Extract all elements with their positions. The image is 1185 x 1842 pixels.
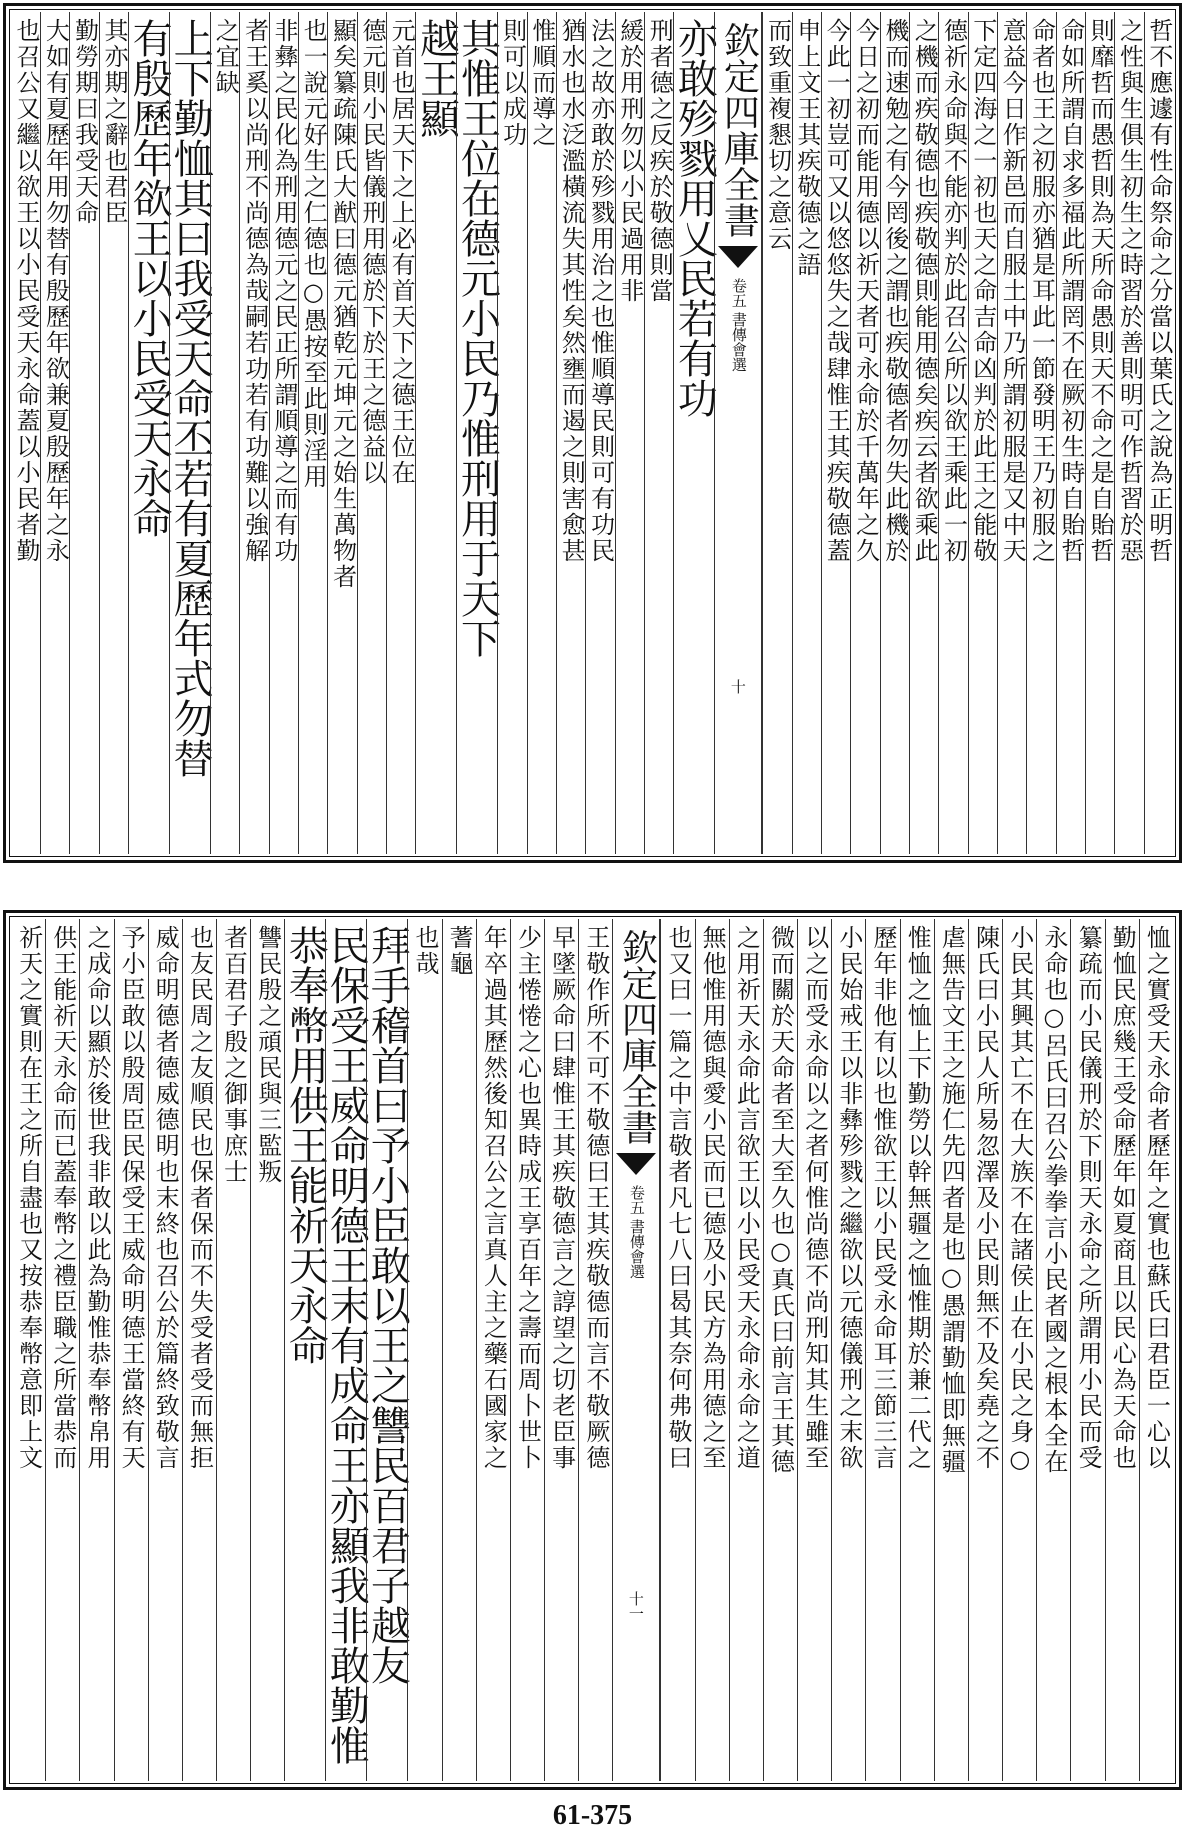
lower-page-commentary-column [900, 919, 934, 1781]
upper-page-commentary-column [968, 12, 997, 854]
upper-page-commentary-column [909, 12, 938, 854]
lower-page-commentary-column [763, 919, 797, 1781]
folio-number: 十一 [626, 1591, 645, 1621]
column-text: 供王能祈天永命而已蓋奉幣之禮臣職之所當恭而 [48, 925, 77, 1471]
column-text: 之用祈天永命此言欲王以小民受天永命永命之道 [732, 925, 761, 1471]
column-text: 也召公又繼以欲王以小民受天永命蓋以小民者勤 [11, 18, 40, 564]
juan-number: 卷五 [627, 1185, 646, 1215]
juan-number: 卷五 [729, 278, 748, 308]
upper-page-commentary-column [1085, 12, 1114, 854]
column-text: 蓍龜 [445, 925, 474, 977]
volume-title: 書傳會選 [627, 1219, 646, 1279]
column-text: 惟順而導之 [527, 18, 556, 148]
column-text: 也又曰一篇之中言敬者凡七八曰曷其奈何弗敬曰 [664, 925, 692, 1471]
lower-page-commentary-column [729, 919, 763, 1781]
fishtail-mark-icon [718, 246, 758, 268]
upper-page-commentary-column [1114, 12, 1143, 854]
upper-page-commentary-column [298, 12, 327, 854]
volume-title: 書傳會選 [729, 312, 748, 372]
lower-page-commentary-column [79, 919, 113, 1781]
column-text: 也友民周之友順民也保者保而不失受者受而無拒 [185, 925, 214, 1471]
column-text: 無他惟用德與愛小民而已德及小民方為用德之至 [698, 925, 727, 1471]
column-text: 微而關於天命者至大至久也○真氏曰前言王其德 [766, 925, 795, 1475]
column-text: 小民始戒王以非彝殄戮之繼欲以元德儀刑之末欲 [834, 925, 863, 1471]
column-text: 之成命以顯於後世我非敢以此為勤惟恭奉幣帛用 [82, 925, 111, 1471]
lower-page-commentary-column [250, 919, 284, 1781]
upper-page-commentary-column [527, 12, 556, 854]
column-text: 年卒過其歷然後知召公之言真人主之藥石國家之 [479, 925, 508, 1471]
lower-page-center-fold [612, 919, 660, 1781]
lower-page-commentary-column [1036, 919, 1070, 1781]
lower-page-commentary-column [831, 919, 865, 1781]
book-title: 欽定四庫全書 [718, 22, 760, 238]
upper-page-commentary-column [1026, 12, 1055, 854]
lower-page-main-text-column [323, 919, 370, 1781]
lower-page-commentary-column [1002, 919, 1036, 1781]
column-text: 少主惓惓之心也異時成王享百年之壽而周卜世卜 [513, 925, 542, 1471]
column-text: 勤恤民庶幾王受命歷年如夏商且以民心為天命也 [1108, 925, 1137, 1471]
lower-page-frame [3, 910, 1182, 1790]
page-number: 61-375 [552, 1800, 633, 1831]
upper-page-commentary-column [497, 12, 526, 854]
column-text: 其惟王位在德元小民乃惟刑用于天下 [454, 18, 501, 658]
upper-page-columns [12, 12, 1173, 854]
upper-page-commentary-column [997, 12, 1026, 854]
column-text: 讐民殷之頑民與三監叛 [253, 925, 282, 1185]
column-text: 亦敢殄戮用乂民若有功 [671, 18, 718, 418]
lower-page-commentary-column [114, 919, 148, 1781]
column-text: 勤勞期曰我受天命 [70, 18, 99, 226]
column-text: 恭奉幣用供王能祈天永命 [282, 925, 329, 1365]
column-text: 威命明德者德威德明也末終也召公於篇終致敬言 [151, 925, 180, 1471]
column-text: 王敬作所不可不敬德曰王其疾敬德而言不敬厥德 [581, 925, 610, 1471]
upper-page-main-text-column [671, 12, 718, 854]
upper-page-commentary-column [644, 12, 673, 854]
upper-page-commentary-column [762, 12, 791, 854]
lower-page-commentary-column [148, 919, 182, 1781]
column-text: 拜手稽首曰予小臣敢以王之讐民百君子越友 [364, 925, 411, 1685]
column-text: 也哉 [410, 925, 439, 977]
column-text: 德元則小民皆儀刑用德於下於王之德益以 [357, 18, 386, 486]
lower-page-commentary-column [578, 919, 612, 1781]
lower-page-commentary-column [695, 919, 729, 1781]
lower-page-commentary-column [660, 919, 694, 1781]
column-text: 陳氏曰小民人所易忽澤及小民則無不及矣堯之不 [971, 925, 1000, 1471]
column-text: 小民其興其亡不在大族不在諸侯止在小民之身○ [1005, 925, 1034, 1475]
lower-page-commentary-column [182, 919, 216, 1781]
column-text: 機而速勉之有今罔後之謂也疾敬德者勿失此機於 [880, 18, 909, 564]
column-text: 者百君子殷之御事庶士 [219, 925, 248, 1185]
column-text: 今日之初而能用德以祈天者可永命於千萬年之久 [851, 18, 880, 564]
column-text: 非彝之民化為刑用德元之民正所謂順導之而有功 [269, 18, 298, 564]
column-text: 而致重複懇切之意云 [763, 18, 792, 252]
column-text: 大如有夏歷年用勿替有殷歷年欲兼夏殷歷年之永 [41, 18, 70, 564]
lower-page-commentary-column [934, 919, 968, 1781]
upper-page-commentary-column [850, 12, 879, 854]
column-text: 緩於用刑勿以小民過用非 [615, 18, 644, 304]
upper-page-commentary-column [1056, 12, 1085, 854]
upper-page-main-text-column [126, 12, 173, 854]
column-text: 法之故亦敢於殄戮用治之也惟順導民則可有功民 [586, 18, 615, 564]
lower-page-commentary-column [476, 919, 510, 1781]
column-text: 歷年非他有以也惟欲王以小民受永命耳三節三言 [869, 925, 898, 1471]
column-text: 以之而受永命以之者何惟尚德不尚刑知其生雖至 [800, 925, 829, 1471]
upper-page-commentary-column [269, 12, 298, 854]
upper-page-commentary-column [821, 12, 850, 854]
column-text: 恤之實受天永命者歷年之實也蘇氏曰君臣一心以 [1142, 925, 1171, 1471]
lower-page-commentary-column [968, 919, 1002, 1781]
column-text: 有殷歷年欲王以小民受天永命 [126, 18, 173, 538]
column-text: 纂疏而小民儀刑於下則天永命之所謂用小民而受 [1074, 925, 1103, 1471]
upper-page-commentary-column [357, 12, 386, 854]
column-text: 命者也王之初服亦猶是耳此一節發明王乃初服之 [1027, 18, 1056, 564]
column-text: 也一說元好生之仁德也○愚按至此則淫用 [299, 18, 328, 490]
upper-page-commentary-column [386, 12, 415, 854]
column-text: 命如所謂自求多福此所謂罔不在厥初生時自貽哲 [1056, 18, 1085, 564]
column-text: 越王顯 [413, 18, 460, 138]
lower-page-commentary-column [544, 919, 578, 1781]
upper-page-commentary-column [69, 12, 98, 854]
fishtail-mark-icon [616, 1153, 656, 1175]
column-text: 予小臣敢以殷周臣民保受王威命明德王當終有天 [117, 925, 146, 1471]
lower-page-commentary-column [216, 919, 250, 1781]
column-text: 則靡哲而愚哲則為天所命愚則天不命之是自貽哲 [1086, 18, 1115, 564]
lower-page-commentary-column [865, 919, 899, 1781]
upper-page-commentary-column [880, 12, 909, 854]
upper-page-commentary-column [938, 12, 967, 854]
column-text: 民保受王威命明德王末有成命王亦顯我非敢勤惟 [323, 925, 370, 1765]
lower-page-commentary-column [407, 919, 441, 1781]
column-text: 虐無告文王之施仁先四者是也○愚謂勤恤即無疆 [937, 925, 966, 1475]
lower-page-commentary-column [12, 919, 45, 1781]
lower-page-commentary-column [1105, 919, 1139, 1781]
lower-page-commentary-column [45, 919, 79, 1781]
upper-page-commentary-column [210, 12, 239, 854]
column-text: 元首也居天下之上必有首天下之德王位在 [387, 18, 416, 486]
column-text: 上下勤恤其曰我受天命丕若有夏歷年式勿替 [167, 18, 214, 778]
lower-page-commentary-column [797, 919, 831, 1781]
column-text: 哲不應遽有性命祭命之分當以葉氏之說為正明哲 [1144, 18, 1173, 564]
column-text: 之性與生俱生初生之時習於善則明可作哲習於惡 [1115, 18, 1144, 564]
column-text: 之宜缺 [211, 18, 240, 96]
upper-page-commentary-column [1144, 12, 1173, 854]
column-text: 刑者德之反疾於敬德則當 [645, 18, 674, 304]
column-text: 申上文王其疾敬德之語 [792, 18, 821, 278]
lower-page-commentary-column [1070, 919, 1104, 1781]
column-text: 顯矣纂疏陳氏大猷曰德元猶乾元坤元之始生萬物者 [328, 18, 357, 590]
upper-page-commentary-column [327, 12, 356, 854]
upper-page-frame [3, 3, 1182, 863]
column-text: 今此一初豈可又以悠悠失之哉肆惟王其疾敬德蓋 [822, 18, 851, 564]
upper-page-main-text-column [167, 12, 214, 854]
lower-page-columns [12, 919, 1173, 1781]
column-text: 之機而疾敬德也疾敬德則能用德矣疾云者欲乘此 [910, 18, 939, 564]
column-text: 則可以成功 [498, 18, 527, 148]
upper-page [0, 0, 1185, 880]
upper-page-commentary-column [239, 12, 268, 854]
upper-page-commentary-column [99, 12, 128, 854]
lower-page [0, 910, 1185, 1790]
column-text: 祈天之實則在王之所自盡也又按恭奉幣意即上文 [14, 925, 43, 1471]
upper-page-commentary-column [615, 12, 644, 854]
upper-page-commentary-column [792, 12, 821, 854]
column-text: 早墜厥命曰肆惟王其疾敬德言之諄望之切老臣事 [547, 925, 576, 1471]
column-text: 永命也○呂氏曰召公拳拳言小民者國之根本全在 [1039, 925, 1068, 1475]
upper-page-main-text-column [413, 12, 460, 854]
column-text: 猶水也水泛濫橫流失其性矣然壅而遏之則害愈甚 [557, 18, 586, 564]
lower-page-main-text-column [282, 919, 329, 1781]
lower-page-main-text-column [364, 919, 411, 1781]
lower-page-commentary-column [510, 919, 544, 1781]
column-text: 者王奚以尚刑不尚德為哉嗣若功若有功難以強解 [240, 18, 269, 564]
column-text: 意益今日作新邑而自服土中乃所謂初服是又中天 [998, 18, 1027, 564]
folio-number: 十 [728, 679, 747, 694]
upper-page-commentary-column [40, 12, 69, 854]
column-text: 下定四海之一初也天之命吉命凶判於此王之能敬 [968, 18, 997, 564]
column-text: 惟恤之恤上下勤勞以幹無疆之恤惟期於兼二代之 [903, 925, 932, 1471]
lower-page-commentary-column [1139, 919, 1173, 1781]
upper-page-main-text-column [454, 12, 501, 854]
column-text: 德祈永命與不能亦判於此召公所以欲王乘此一初 [939, 18, 968, 564]
column-text: 其亦期之辭也君臣 [99, 18, 128, 226]
upper-page-commentary-column [556, 12, 585, 854]
book-title: 欽定四庫全書 [616, 929, 658, 1145]
upper-page-commentary-column [12, 12, 40, 854]
lower-page-commentary-column [442, 919, 476, 1781]
upper-page-commentary-column [585, 12, 614, 854]
upper-page-center-fold [714, 12, 762, 854]
